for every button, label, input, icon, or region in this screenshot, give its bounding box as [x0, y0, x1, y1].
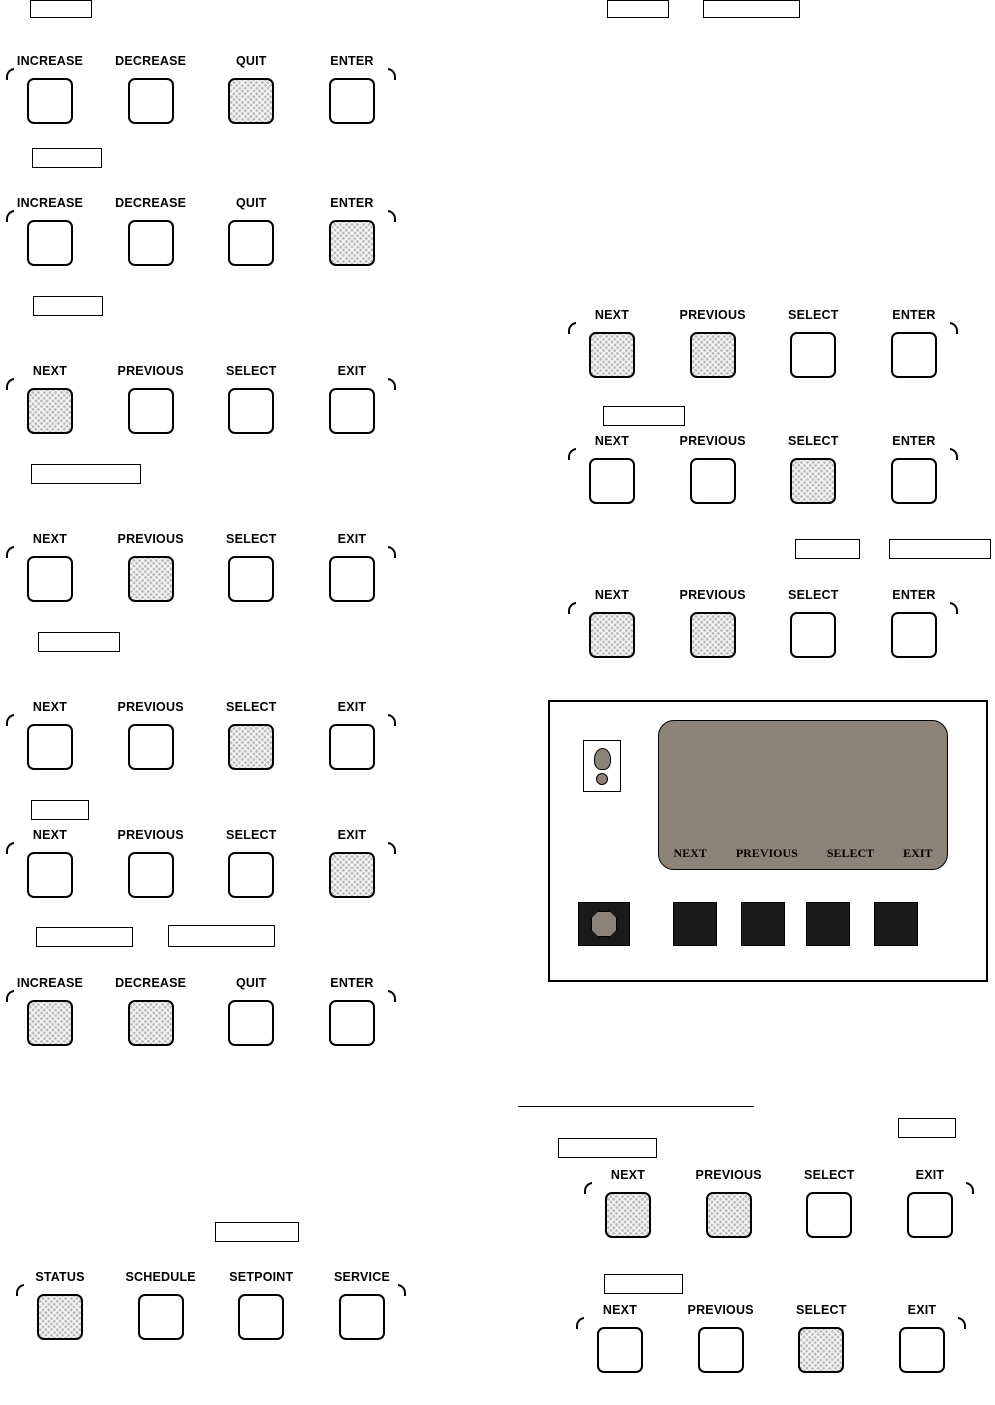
callout-box [795, 539, 860, 559]
key-button-pressed[interactable] [128, 556, 174, 602]
key-cell [6, 828, 94, 898]
key-cell [769, 434, 857, 504]
key-label: NEXT [594, 588, 630, 602]
key-cell [568, 434, 656, 504]
key-button[interactable] [27, 220, 73, 266]
key-button[interactable] [128, 78, 174, 124]
callout-box [603, 406, 685, 426]
key-button[interactable] [339, 1294, 385, 1340]
key-label: NEXT [602, 1303, 638, 1317]
key-cell [107, 700, 195, 770]
key-button[interactable] [589, 458, 635, 504]
keypad-group [6, 828, 396, 898]
keypad-group [568, 308, 958, 378]
keypad-group [576, 1303, 966, 1373]
key-button[interactable] [228, 220, 274, 266]
key-button[interactable] [128, 724, 174, 770]
key-cell [207, 976, 295, 1046]
key-label: QUIT [235, 196, 267, 210]
softkey-4[interactable] [874, 902, 918, 946]
key-cell [308, 532, 396, 602]
key-label: EXIT [907, 1303, 937, 1317]
key-label: ENTER [892, 434, 936, 448]
controller-device-panel [548, 700, 988, 982]
key-cell [886, 1168, 974, 1238]
key-button-pressed[interactable] [589, 612, 635, 658]
key-button[interactable] [329, 556, 375, 602]
key-label: PREVIOUS [679, 434, 746, 448]
key-button[interactable] [238, 1294, 284, 1340]
key-button[interactable] [138, 1294, 184, 1340]
callout-box [703, 0, 800, 18]
key-cell [207, 828, 295, 898]
key-cell [568, 308, 656, 378]
section-divider [518, 1106, 754, 1107]
key-button-pressed[interactable] [128, 1000, 174, 1046]
key-button[interactable] [790, 612, 836, 658]
keypad-group [568, 434, 958, 504]
key-label: SCHEDULE [125, 1270, 196, 1284]
device-screen [658, 720, 948, 870]
softkey-1[interactable] [673, 902, 717, 946]
power-key[interactable] [578, 902, 630, 946]
key-cell [308, 976, 396, 1046]
key-label: DECREASE [115, 196, 187, 210]
key-label: INCREASE [16, 976, 84, 990]
callout-box [607, 0, 669, 18]
key-cell [568, 588, 656, 658]
key-cell [6, 532, 94, 602]
key-button[interactable] [698, 1327, 744, 1373]
key-cell [777, 1303, 865, 1373]
key-cell [669, 434, 757, 504]
key-button[interactable] [899, 1327, 945, 1373]
key-label: QUIT [235, 976, 267, 990]
key-cell [769, 308, 857, 378]
key-label: ENTER [330, 54, 374, 68]
key-button-pressed[interactable] [605, 1192, 651, 1238]
key-label: NEXT [594, 434, 630, 448]
key-button[interactable] [27, 78, 73, 124]
key-label: ENTER [892, 588, 936, 602]
key-label: NEXT [610, 1168, 646, 1182]
callout-box [215, 1222, 299, 1242]
keypad-group [584, 1168, 974, 1238]
key-cell [107, 828, 195, 898]
callout-box [168, 925, 275, 947]
keypad-group [6, 532, 396, 602]
lamp-dot-icon [596, 773, 608, 785]
key-label: PREVIOUS [695, 1168, 762, 1182]
key-button[interactable] [907, 1192, 953, 1238]
callout-box [31, 800, 89, 820]
key-cell [207, 364, 295, 434]
key-label: EXIT [915, 1168, 945, 1182]
keypad-group [6, 976, 396, 1046]
key-button-pressed[interactable] [27, 388, 73, 434]
screen-softkey-label: EXIT [903, 846, 933, 860]
key-cell [318, 1270, 406, 1340]
key-button-pressed[interactable] [37, 1294, 83, 1340]
callout-box [898, 1118, 956, 1138]
key-cell [6, 364, 94, 434]
keypad-group [6, 196, 396, 266]
key-button-pressed[interactable] [228, 724, 274, 770]
key-button[interactable] [228, 1000, 274, 1046]
key-label: SERVICE [333, 1270, 390, 1284]
key-label: SELECT [226, 700, 277, 714]
key-label: EXIT [337, 364, 367, 378]
key-cell [107, 532, 195, 602]
key-cell [308, 700, 396, 770]
key-label: SELECT [788, 308, 839, 322]
key-label: NEXT [594, 308, 630, 322]
alarm-lamp-icon [583, 740, 621, 792]
key-cell [107, 196, 195, 266]
key-cell [308, 196, 396, 266]
key-button-pressed[interactable] [329, 220, 375, 266]
key-label: DECREASE [115, 976, 187, 990]
callout-box [33, 296, 103, 316]
key-label: ENTER [330, 976, 374, 990]
keypad-group [568, 588, 958, 658]
callout-box [30, 0, 92, 18]
lamp-bulb-icon [594, 748, 611, 770]
key-button[interactable] [228, 556, 274, 602]
screen-softkey-label: NEXT [673, 846, 707, 860]
key-label: PREVIOUS [687, 1303, 754, 1317]
softkey-3[interactable] [806, 902, 850, 946]
callout-box [558, 1138, 657, 1158]
key-label: EXIT [337, 532, 367, 546]
key-cell [207, 532, 295, 602]
key-label: SELECT [804, 1168, 855, 1182]
key-cell [117, 1270, 205, 1340]
key-label: NEXT [32, 700, 68, 714]
key-label: DECREASE [115, 54, 187, 68]
key-cell [6, 54, 94, 124]
key-label: INCREASE [16, 196, 84, 210]
keypad-group [6, 700, 396, 770]
key-button[interactable] [329, 78, 375, 124]
key-cell [207, 700, 295, 770]
key-label: STATUS [35, 1270, 85, 1284]
key-button[interactable] [27, 724, 73, 770]
key-button[interactable] [891, 458, 937, 504]
key-button-pressed[interactable] [798, 1327, 844, 1373]
key-button[interactable] [228, 852, 274, 898]
key-label: SELECT [226, 532, 277, 546]
key-label: EXIT [337, 828, 367, 842]
screen-softkey-label: SELECT [826, 846, 875, 860]
key-cell [870, 434, 958, 504]
key-button[interactable] [790, 332, 836, 378]
key-button[interactable] [597, 1327, 643, 1373]
key-label: EXIT [337, 700, 367, 714]
key-button[interactable] [329, 724, 375, 770]
key-button[interactable] [329, 388, 375, 434]
key-cell [308, 364, 396, 434]
key-label: SELECT [226, 364, 277, 378]
keypad-group [16, 1270, 406, 1340]
callout-box [32, 148, 102, 168]
key-label: PREVIOUS [117, 364, 184, 378]
key-button[interactable] [128, 220, 174, 266]
key-label: ENTER [892, 308, 936, 322]
softkey-2[interactable] [741, 902, 785, 946]
key-cell [669, 308, 757, 378]
key-cell [677, 1303, 765, 1373]
key-label: NEXT [32, 364, 68, 378]
key-button-pressed[interactable] [690, 332, 736, 378]
keypad-group [6, 54, 396, 124]
screen-softkey-label: PREVIOUS [735, 846, 798, 860]
key-label: PREVIOUS [679, 588, 746, 602]
key-cell [870, 588, 958, 658]
key-cell [785, 1168, 873, 1238]
key-label: PREVIOUS [117, 828, 184, 842]
key-cell [870, 308, 958, 378]
callout-box [889, 539, 991, 559]
callout-box [36, 927, 133, 947]
key-cell [308, 54, 396, 124]
key-label: QUIT [235, 54, 267, 68]
key-button-pressed[interactable] [790, 458, 836, 504]
key-cell [107, 364, 195, 434]
key-label: PREVIOUS [117, 532, 184, 546]
key-cell [769, 588, 857, 658]
key-button-pressed[interactable] [228, 78, 274, 124]
key-button[interactable] [329, 1000, 375, 1046]
keypad-group [6, 364, 396, 434]
key-label: SELECT [226, 828, 277, 842]
key-label: INCREASE [16, 54, 84, 68]
key-button[interactable] [27, 556, 73, 602]
key-button[interactable] [690, 458, 736, 504]
key-button[interactable] [128, 388, 174, 434]
key-label: PREVIOUS [117, 700, 184, 714]
key-button-pressed[interactable] [329, 852, 375, 898]
key-label: SELECT [788, 588, 839, 602]
key-button[interactable] [891, 612, 937, 658]
callout-box [604, 1274, 683, 1294]
key-label: ENTER [330, 196, 374, 210]
key-label: SETPOINT [229, 1270, 294, 1284]
key-label: NEXT [32, 532, 68, 546]
key-cell [669, 588, 757, 658]
key-label: PREVIOUS [679, 308, 746, 322]
key-cell [878, 1303, 966, 1373]
key-cell [584, 1168, 672, 1238]
key-button[interactable] [128, 852, 174, 898]
key-label: NEXT [32, 828, 68, 842]
key-button[interactable] [806, 1192, 852, 1238]
key-button-pressed[interactable] [589, 332, 635, 378]
key-button-pressed[interactable] [690, 612, 736, 658]
key-button[interactable] [27, 852, 73, 898]
key-button-pressed[interactable] [706, 1192, 752, 1238]
key-cell [207, 54, 295, 124]
key-cell [107, 54, 195, 124]
key-button[interactable] [228, 388, 274, 434]
key-cell [16, 1270, 104, 1340]
key-cell [6, 700, 94, 770]
key-button-pressed[interactable] [27, 1000, 73, 1046]
key-cell [6, 976, 94, 1046]
power-octagon-icon [591, 911, 617, 937]
key-button[interactable] [891, 332, 937, 378]
key-label: SELECT [796, 1303, 847, 1317]
key-cell [685, 1168, 773, 1238]
callout-box [31, 464, 141, 484]
callout-box [38, 632, 120, 652]
key-cell [217, 1270, 305, 1340]
key-cell [576, 1303, 664, 1373]
key-cell [107, 976, 195, 1046]
key-cell [207, 196, 295, 266]
key-cell [308, 828, 396, 898]
key-cell [6, 196, 94, 266]
key-label: SELECT [788, 434, 839, 448]
